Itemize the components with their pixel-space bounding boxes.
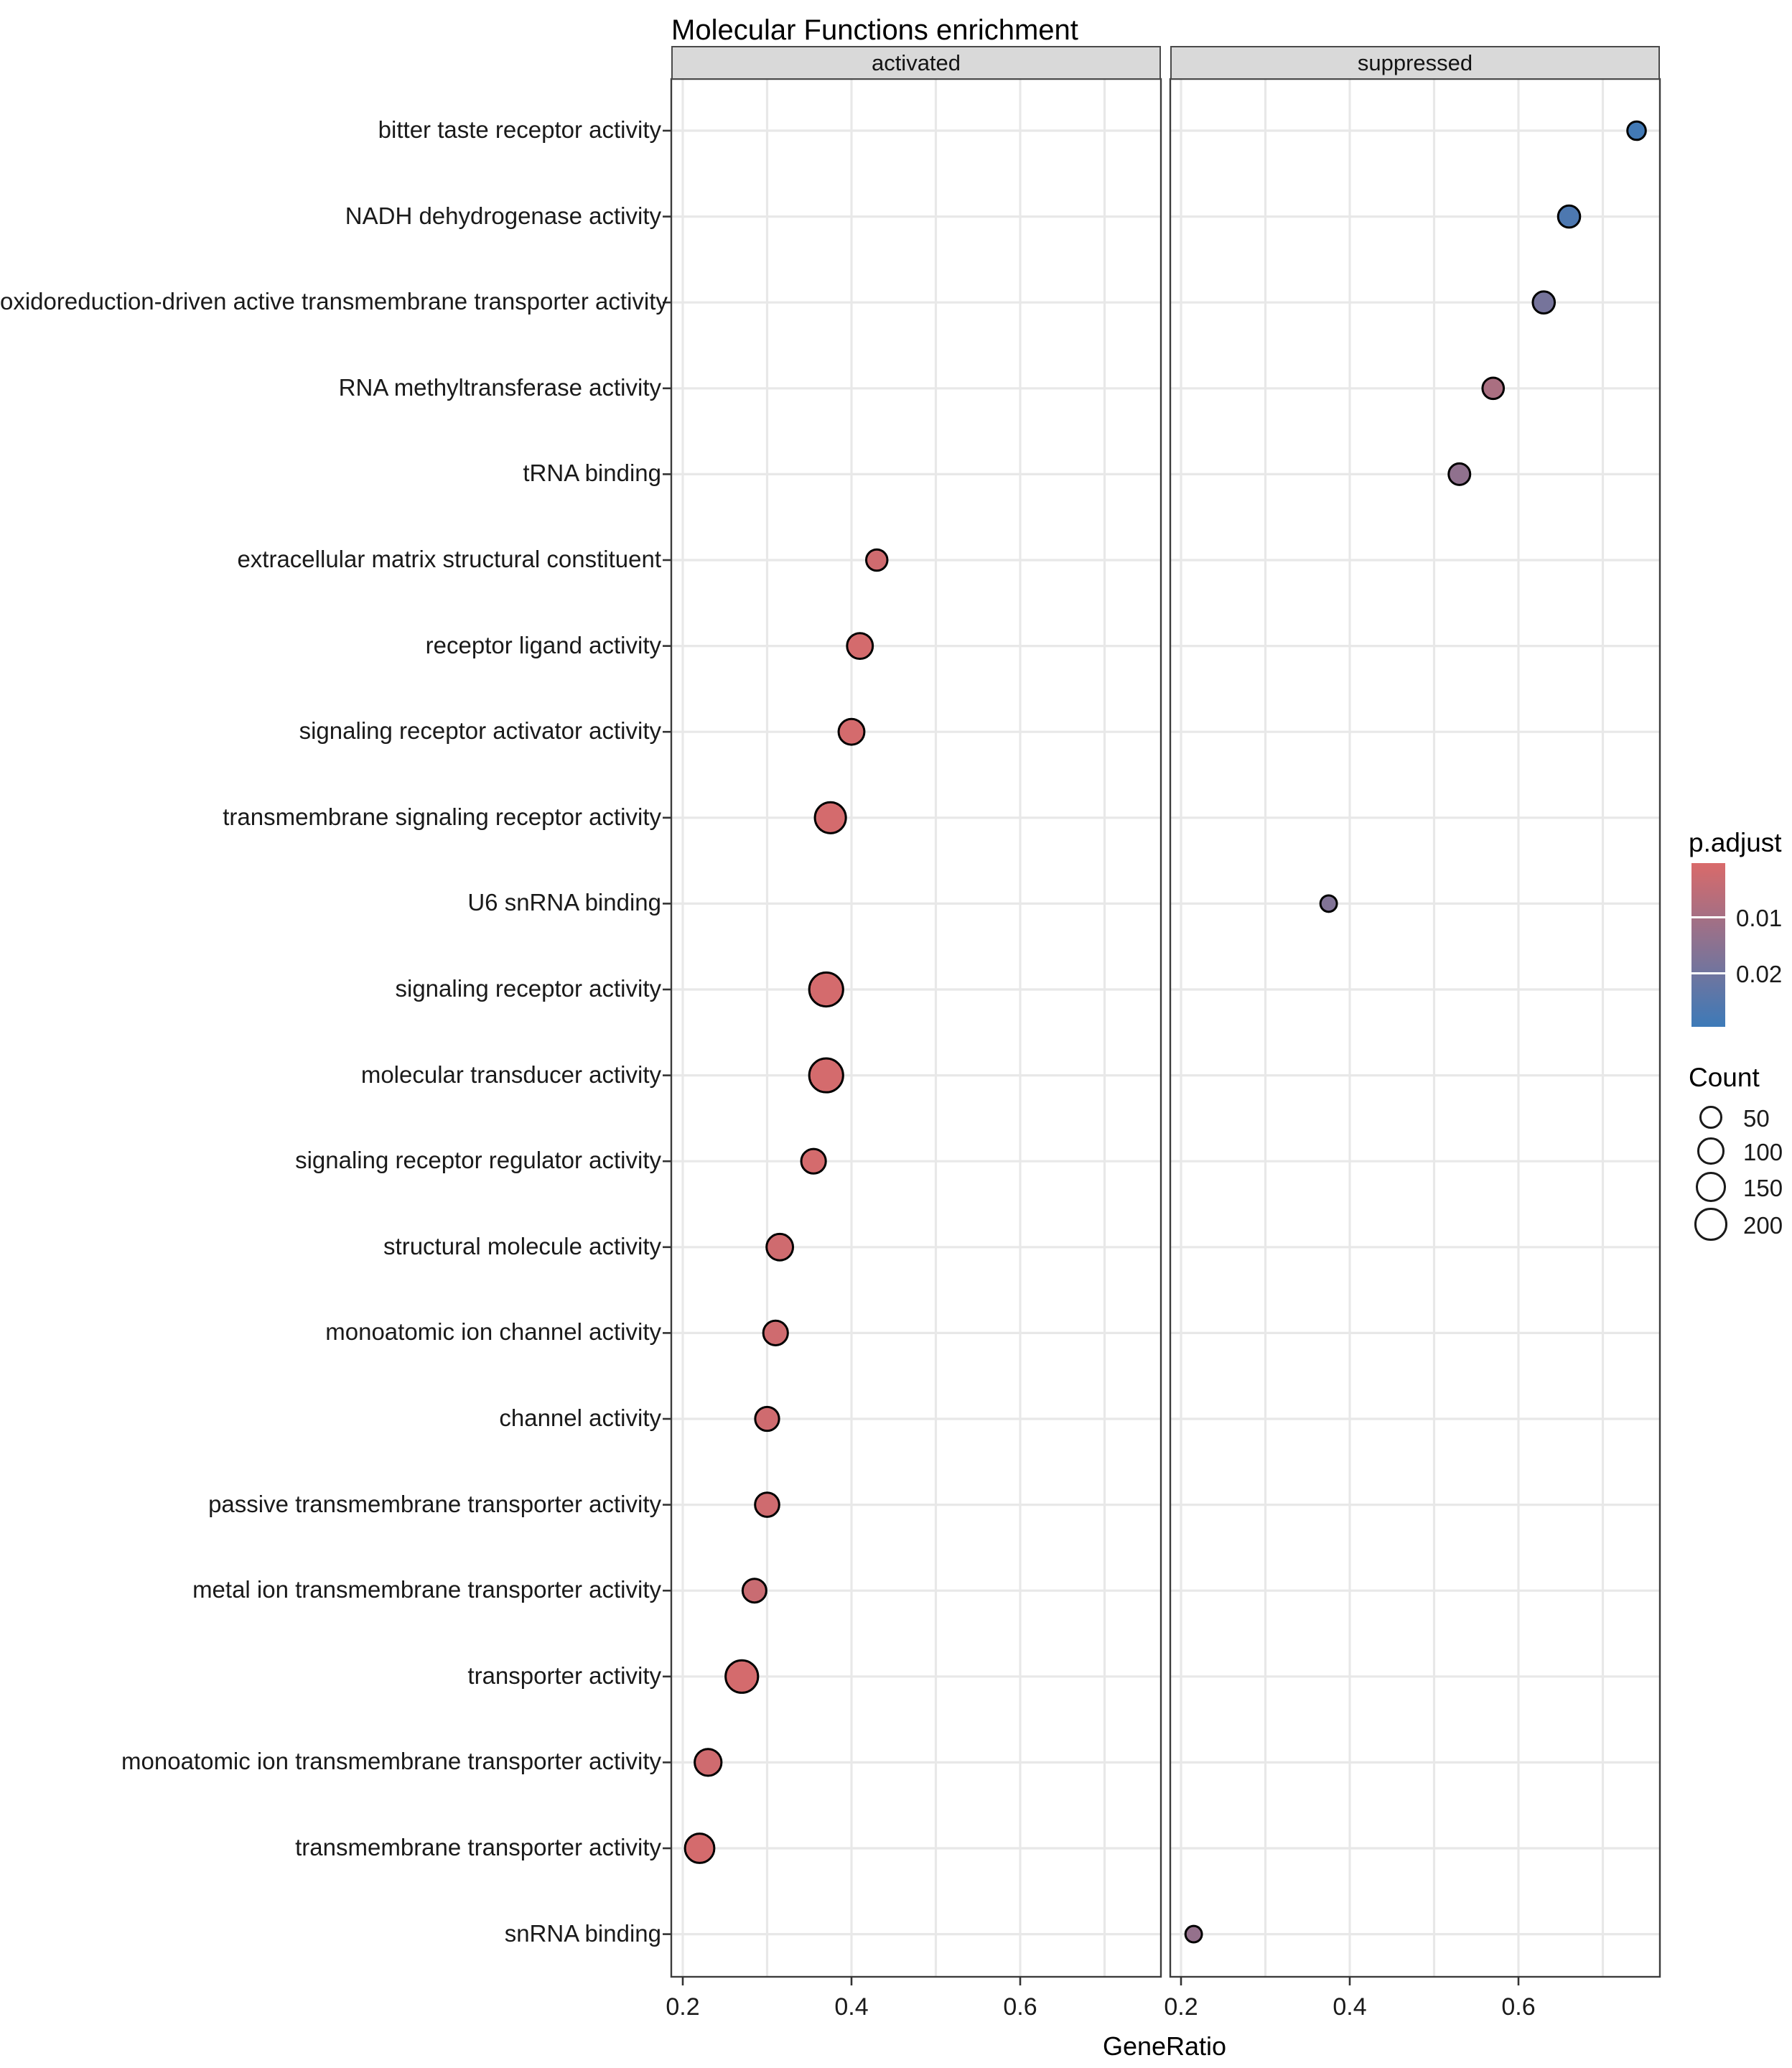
x-axis-tick-label: 0.6 [1501,1993,1536,2021]
data-dot [809,972,843,1006]
data-dot [1533,292,1555,314]
x-axis-tick-label: 0.2 [666,1993,700,2021]
y-axis-label: signaling receptor activator activity [299,717,661,745]
padjust-tick-label-002: 0.02 [1736,961,1783,987]
y-axis-label: extracellular matrix structural constituent [237,546,661,572]
y-axis-label: snRNA binding [504,1919,661,1947]
data-dot [867,549,887,570]
count-legend-label: 50 [1743,1105,1770,1132]
padjust-gradient-tick-001 [1691,916,1725,918]
y-axis-label: molecular transducer activity [360,1061,661,1088]
y-axis-label: transmembrane transporter activity [295,1834,661,1860]
count-legend-label: 100 [1743,1139,1783,1165]
data-dot [809,1058,843,1092]
count-legend-label: 150 [1743,1175,1783,1201]
x-axis-tick-label: 0.6 [1003,1993,1037,2021]
data-dot [767,1234,793,1260]
y-axis-label: tRNA binding [523,460,661,487]
count-legend-circle [1697,1137,1724,1164]
padjust-legend-title: p.adjust [1689,828,1782,857]
x-axis-tick-label: 0.2 [1164,1993,1198,2021]
facet-strip-label-suppressed: suppressed [1357,50,1473,75]
y-axis-label: metal ion transmembrane transporter activity [192,1576,661,1603]
padjust-tick-label-001: 0.01 [1736,905,1783,931]
y-axis-label: monoatomic ion transmembrane transporter activity [121,1748,661,1775]
data-dot [685,1834,714,1863]
panel-border [1170,79,1660,1977]
y-axis-label: structural molecule activity [383,1232,661,1259]
count-legend-circle [1696,1172,1726,1202]
data-dot [1483,378,1504,399]
y-axis-label: bitter taste receptor activity [378,116,661,143]
y-axis-label: signaling receptor activity [395,975,661,1002]
y-axis-label: receptor ligand activity [425,631,661,658]
data-dot [1320,895,1337,912]
data-dot [763,1321,788,1345]
y-axis-label: RNA methyltransferase activity [338,373,661,401]
y-axis-label: U6 snRNA binding [467,889,661,916]
data-dot [801,1149,826,1173]
y-axis-label: signaling receptor regulator activity [295,1147,661,1174]
data-dot [1185,1926,1202,1942]
x-axis-tick-label: 0.4 [1333,1993,1367,2021]
y-axis-label: channel activity [499,1405,661,1431]
padjust-gradient-tick-002 [1691,972,1725,974]
data-dot [1558,205,1580,228]
data-dot [815,802,846,833]
x-axis-tick-label: 0.4 [834,1993,869,2021]
plot-title: Molecular Functions enrichment [671,14,1078,46]
data-dot [695,1749,722,1776]
y-axis-label: passive transmembrane transporter activity [208,1490,661,1517]
data-dot [1449,463,1470,485]
data-dot [726,1660,758,1692]
count-legend-circle [1694,1208,1727,1240]
facet-strip-suppressed [1170,46,1660,80]
data-dot [742,1579,766,1603]
y-axis-label: transmembrane signaling receptor activity [223,803,661,830]
facet-strip-label-activated: activated [871,50,961,75]
data-dot [839,719,864,745]
y-axis-label: NADH dehydrogenase activity [345,202,661,229]
count-legend-label: 200 [1743,1212,1783,1239]
data-dot [847,633,873,659]
facet-strip-activated [671,46,1161,80]
count-legend-circle [1699,1106,1722,1129]
data-dot [1628,121,1646,140]
y-axis-label: oxidoreduction-driven active transmembrane transporter activity [0,288,668,315]
y-axis-label: transporter activity [467,1662,661,1689]
x-axis-title: GeneRatio [1102,2031,1227,2061]
padjust-gradient-bar [1691,863,1725,1027]
data-dot [755,1407,779,1430]
y-axis-label: monoatomic ion channel activity [325,1318,661,1346]
count-legend-title: Count [1689,1063,1760,1092]
data-dot [755,1493,780,1517]
